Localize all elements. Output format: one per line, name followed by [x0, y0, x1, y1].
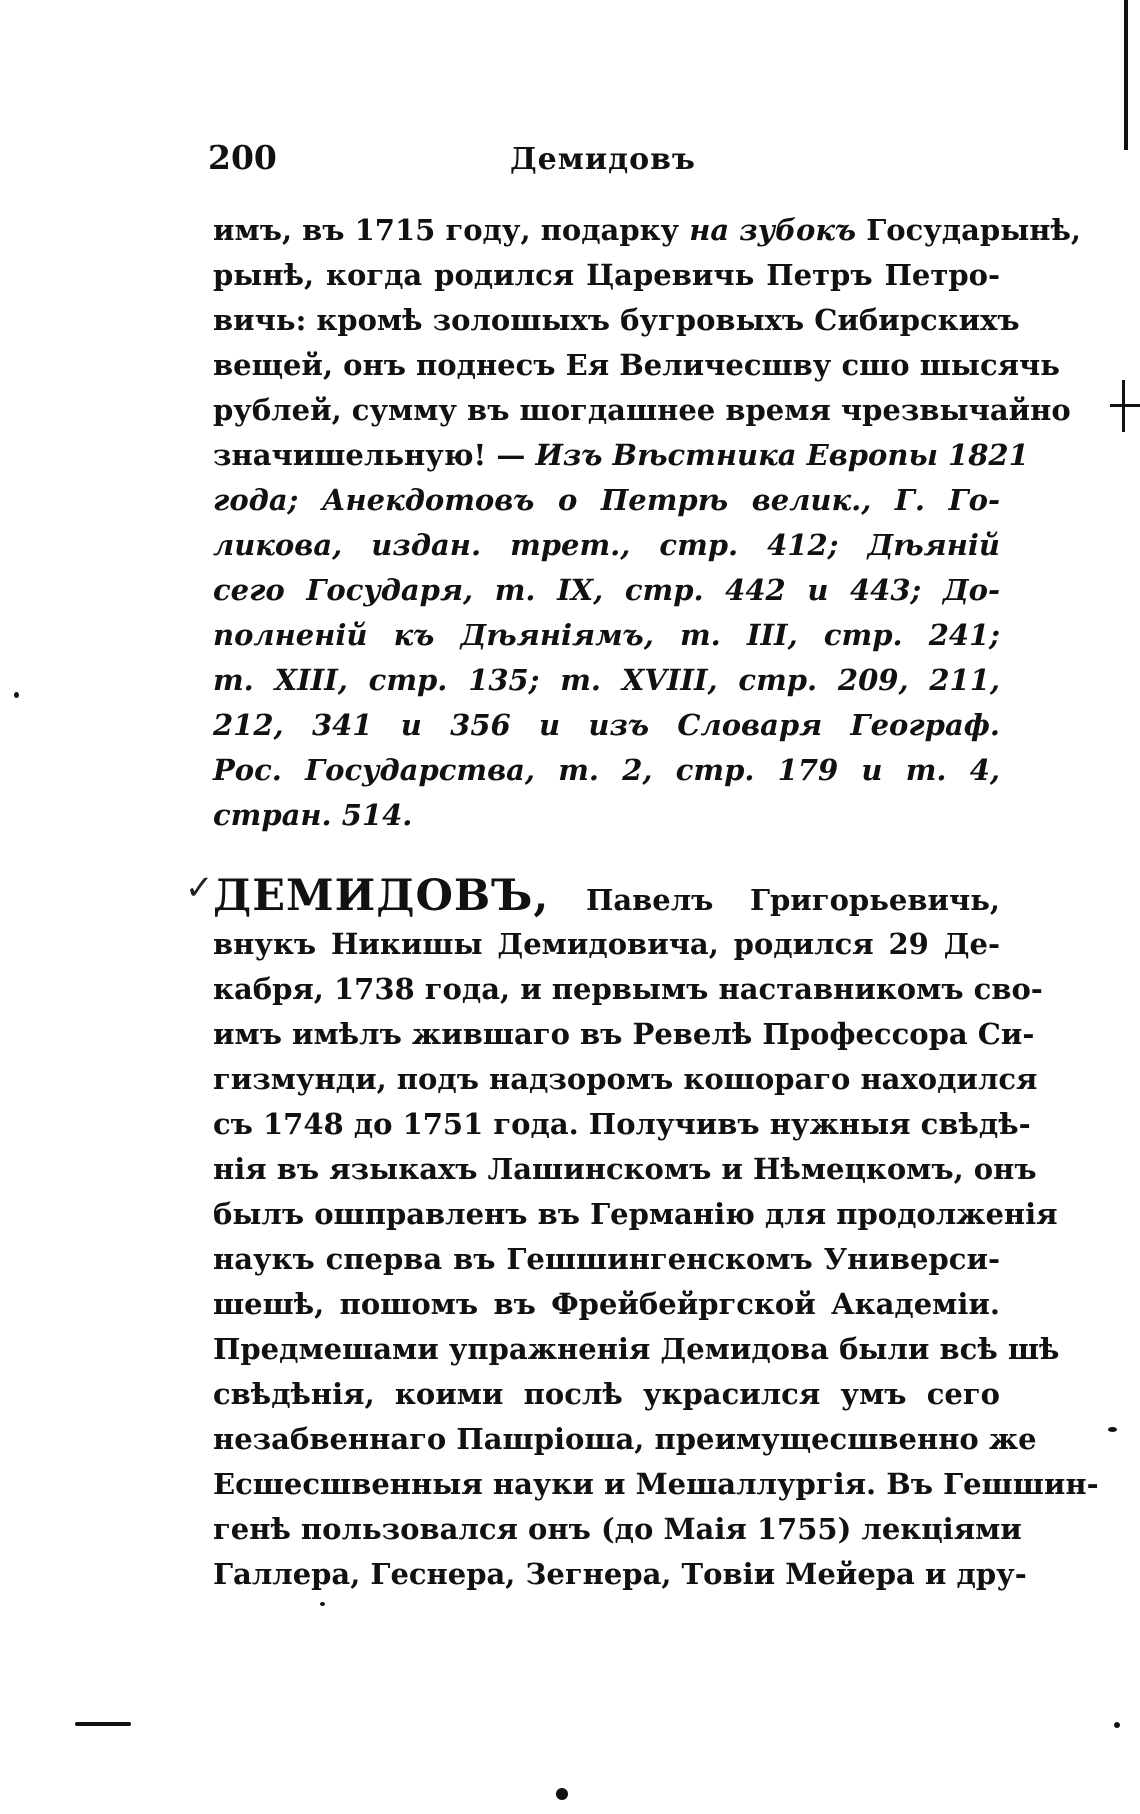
text-run: Есшесшвенныя науки и Мешаллургія. Въ Гешшин- — [213, 1467, 1099, 1501]
paragraph-entry-demidov — [213, 870, 1099, 1597]
text-run: значишельную! — — [213, 438, 536, 472]
text-line — [213, 478, 1000, 523]
running-head: Демидовъ — [510, 142, 696, 177]
text-run: полненій къ Дѣяніямъ, т. III, стр. 241; — [213, 618, 1000, 652]
text-line — [213, 613, 1000, 658]
page-header — [208, 138, 998, 188]
text-line — [213, 1012, 1035, 1057]
text-run: былъ ошправленъ въ Германію для продолженія — [213, 1197, 1058, 1231]
text-run: Павелъ Григорьевичь, — [585, 883, 1000, 917]
text-run: вичь: кромѣ золошыхъ бугровыхъ Сибирскихъ — [213, 303, 1020, 337]
speck-mark — [320, 1602, 325, 1606]
text-line — [213, 1102, 1031, 1147]
text-run: т. XIII, стр. 135; т. XVIII, стр. 209, 211, — [213, 663, 1000, 697]
check-mark-icon: ✓ — [185, 868, 214, 908]
text-line — [213, 1327, 1060, 1372]
text-run: наукъ сперва въ Гешшингенскомъ Универси- — [213, 1242, 1000, 1276]
text-run: свѣдѣнія, коими послѣ украсился умъ сего — [213, 1377, 1000, 1411]
text-line — [213, 208, 1081, 253]
text-line — [213, 253, 1000, 298]
text-run: стран. 514. — [213, 798, 413, 832]
text-run: имъ, въ 1715 году, подарку — [213, 213, 690, 247]
text-line — [213, 967, 1043, 1012]
text-line — [213, 1552, 1027, 1597]
entry-headword: ДЕМИДОВЪ, — [213, 871, 550, 921]
text-run: съ 1748 до 1751 года. Получивъ нужныя свѣдѣ- — [213, 1107, 1031, 1141]
speck-mark — [1114, 1722, 1120, 1728]
text-run: Предмешами упражненія Демидова были всѣ шѣ — [213, 1332, 1060, 1366]
speck-mark — [1108, 1427, 1117, 1432]
text-run: внукъ Никишы Демидовича, родился 29 Де- — [213, 927, 1000, 961]
text-run: рублей, сумму въ шогдашнее время чрезвычайно — [213, 393, 1071, 427]
text-line — [213, 433, 1029, 478]
text-line — [213, 523, 1000, 568]
text-line — [213, 1282, 1000, 1327]
text-line — [213, 703, 1000, 748]
page-number: 200 — [208, 138, 277, 177]
margin-smudge-mark — [75, 1722, 131, 1726]
text-run: вещей, онъ поднесъ Ея Величесшву сшо шысячь — [213, 348, 1060, 382]
text-run: Галлера, Геснера, Зегнера, Товіи Мейера и дру- — [213, 1557, 1027, 1591]
text-run: 212, 341 и 356 и изъ Словаря Географ. — [213, 708, 1000, 742]
text-run: Рос. Государства, т. 2, стр. 179 и т. 4, — [213, 753, 1000, 787]
text-run: рынѣ, когда родился Царевичь Петръ Петро- — [213, 258, 1000, 292]
text-run: на зубокъ — [689, 213, 857, 247]
text-line — [213, 793, 1000, 838]
text-run: шешѣ, пошомъ въ Фрейбейргской Академіи. — [213, 1287, 1000, 1321]
text-run: незабвеннаго Пашріоша, преимущесшвенно же — [213, 1422, 1037, 1456]
text-run: гизмунди, подъ надзоромъ кошораго находился — [213, 1062, 1038, 1096]
text-line — [213, 568, 1000, 613]
speck-mark — [14, 692, 19, 698]
text-line — [213, 922, 1000, 967]
text-line — [213, 1507, 1022, 1552]
text-run: ликова, издан. трет., стр. 412; Дѣяній — [213, 528, 1000, 562]
text-line — [213, 1417, 1037, 1462]
text-line — [213, 658, 1000, 703]
text-run: кабря, 1738 года, и первымъ наставникомъ сво- — [213, 972, 1043, 1006]
paragraph-continuation — [213, 208, 1081, 838]
text-line — [213, 388, 1071, 433]
speck-mark — [556, 1788, 568, 1800]
text-line — [213, 1057, 1038, 1102]
text-run: Изъ Вѣстника Европы 1821 — [535, 438, 1029, 472]
text-run: имъ имѣлъ жившаго въ Ревелѣ Профессора Си- — [213, 1017, 1035, 1051]
text-line — [213, 1147, 1037, 1192]
text-run: генѣ пользовался онъ (до Маія 1755) лекціями — [213, 1512, 1022, 1546]
text-line — [213, 870, 1000, 922]
text-line — [213, 1372, 1000, 1417]
text-run: нія въ языкахъ Лашинскомъ и Нѣмецкомъ, онъ — [213, 1152, 1037, 1186]
text-line — [213, 1462, 1099, 1507]
text-line — [213, 748, 1000, 793]
text-line — [213, 343, 1060, 388]
page-edge-rule — [1124, 0, 1128, 150]
text-line — [213, 1192, 1058, 1237]
text-line — [213, 298, 1020, 343]
text-line — [213, 1237, 1000, 1282]
text-run: Государынѣ, — [856, 213, 1081, 247]
margin-vertical-mark — [1122, 380, 1125, 432]
text-run: сего Государя, т. IX, стр. 442 и 443; До- — [213, 573, 1000, 607]
margin-dash-mark — [1110, 404, 1140, 407]
text-run: года; Анекдотовъ о Петрѣ велик., Г. Го- — [213, 483, 1000, 517]
